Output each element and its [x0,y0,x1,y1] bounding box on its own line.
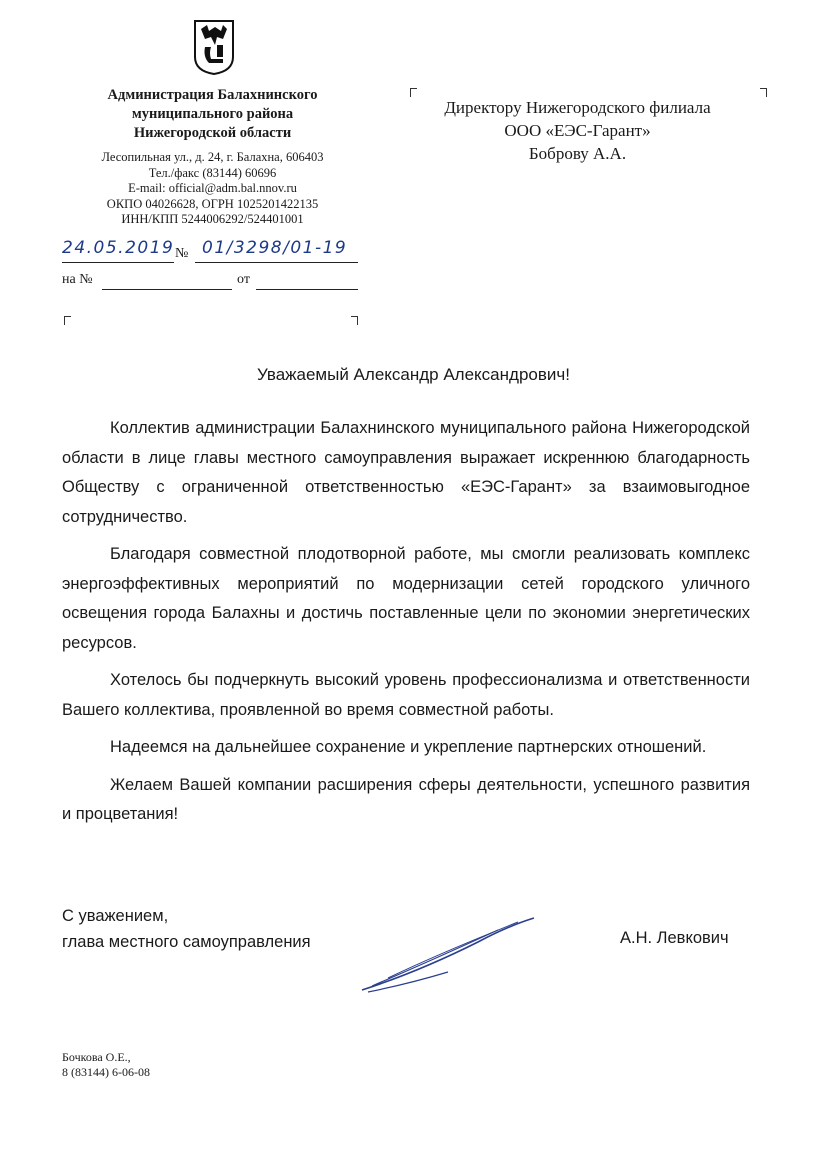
recipient-line: ООО «ЕЭС-Гарант» [504,121,651,140]
closing-block [62,903,311,955]
executor-line: Бочкова О.Е., [62,1050,131,1064]
body-paragraph: Благодаря совместной плодотворной работе, мы смогли реализовать комплекс энергоэффективных мероприятий по модернизации сетей городского уличного освещения города Балахны и достичь поставленные цели по экономии энергетических ресурсов. [62,545,750,652]
reference-date-label: от [237,272,250,287]
executor-block [62,1050,150,1080]
recipient-block [410,96,745,165]
body-paragraph: Желаем Вашей компании расширения сферы деятельности, успешного развития и процветания! [62,775,750,823]
letter-body [62,414,750,838]
closing-line: С уважением, [62,907,169,925]
body-paragraph: Надеемся на дальнейшее сохранение и укрепление партнерских отношений. [110,738,707,756]
date-underline [62,262,174,263]
org-line: муниципального района [131,106,294,122]
registration-number: 01/3298/01-19 [202,238,348,258]
registration-number-label: № [175,246,189,261]
recipient-line: Директору Нижегородского филиала [444,98,711,117]
contact-line: ИНН/КПП 5244006292/524401001 [121,212,304,226]
body-paragraph: Коллектив администрации Балахнинского муниципального района Нижегородской области в лице главы местного самоуправления выражает искреннюю благодарность Обществу с ограниченной ответственностью «ЕЭС-Гарант» за взаимовыгодное сотрудничество. [62,419,750,526]
org-line: Нижегородской области [133,125,292,141]
org-line: Администрация Балахнинского [107,87,318,103]
number-underline [195,262,358,263]
sender-contacts [60,150,365,228]
sender-organization [60,86,365,143]
reference-row [62,269,358,291]
greeting: Уважаемый Александр Александрович! [257,365,570,384]
handwritten-signature [358,912,538,996]
reference-date-underline [256,289,358,290]
registration-row [62,238,358,266]
signer-name: А.Н. Левкович [620,929,729,947]
reference-number-label: на № [62,272,93,287]
recipient-line: Боброву А.А. [528,144,627,163]
body-paragraph: Хотелось бы подчеркнуть высокий уровень профессионализма и ответственности Вашего коллектива, проявленной во время совместной работы. [62,671,750,719]
corner-mark [64,316,71,325]
corner-mark [760,88,767,97]
closing-line: глава местного самоуправления [62,933,311,951]
contact-line: ОКПО 04026628, ОГРН 1025201422135 [106,196,319,211]
reference-number-underline [102,289,232,290]
contact-line: E-mail: official@adm.bal.nnov.ru [128,181,297,195]
contact-line: Тел./факс (83144) 60696 [148,165,277,180]
registration-date: 24.05.2019 [62,238,175,258]
coat-of-arms-icon [193,17,235,75]
corner-mark [351,316,358,325]
executor-line: 8 (83144) 6-06-08 [62,1065,150,1079]
contact-line: Лесопильная ул., д. 24, г. Балахна, 606403 [101,150,324,164]
